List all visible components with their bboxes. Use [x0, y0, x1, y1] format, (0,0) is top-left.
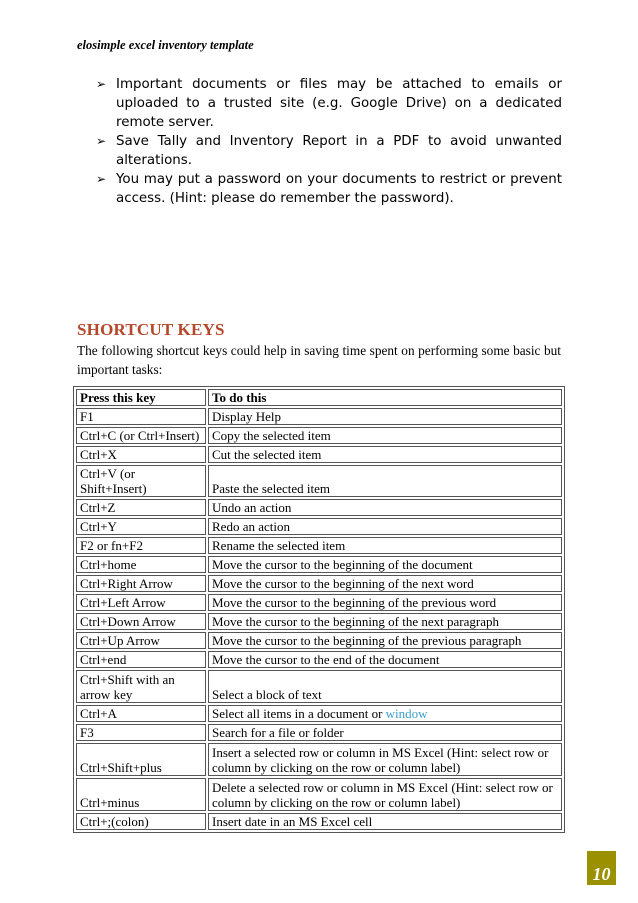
action-cell — [208, 575, 562, 592]
bullet-text: Save Tally and Inventory Report in a PDF to avoid unwanted alterations. — [116, 134, 562, 168]
key-cell: F2 or fn+F2 — [76, 537, 206, 554]
shortcut-keys-table — [73, 386, 565, 833]
key-cell: Ctrl+Y — [76, 518, 206, 535]
action-text: Rename the selected item — [212, 538, 346, 553]
bullet-item — [96, 75, 562, 132]
bullet-text: Important documents or files may be attached to emails or uploaded to a trusted site (e.g. Google Drive) on a dedicated remote server. — [116, 77, 562, 130]
key-cell: Ctrl+Down Arrow — [76, 613, 206, 630]
window-link[interactable]: window — [385, 706, 428, 721]
bullet-item — [96, 132, 562, 170]
key-cell: Ctrl+Left Arrow — [76, 594, 206, 611]
table-header-row — [76, 389, 562, 406]
action-cell — [208, 613, 562, 630]
arrow-bullet-icon: ➢ — [96, 134, 107, 148]
key-cell: Ctrl+end — [76, 651, 206, 668]
table-row — [76, 632, 562, 649]
table-row — [76, 651, 562, 668]
table-row — [76, 427, 562, 444]
action-cell — [208, 556, 562, 573]
action-cell — [208, 651, 562, 668]
key-cell: Ctrl+Shift with an arrow key — [76, 670, 206, 703]
key-cell: Ctrl+A — [76, 705, 206, 722]
action-cell — [208, 813, 562, 830]
action-cell — [208, 499, 562, 516]
header-key: Press this key — [76, 389, 206, 406]
action-text: Move the cursor to the beginning of the next word — [212, 576, 474, 591]
action-cell — [208, 724, 562, 741]
table-row — [76, 518, 562, 535]
key-cell: F3 — [76, 724, 206, 741]
key-cell: Ctrl+V (or Shift+Insert) — [76, 465, 206, 497]
key-cell: Ctrl+Right Arrow — [76, 575, 206, 592]
action-cell — [208, 427, 562, 444]
intro-paragraph — [77, 341, 561, 379]
key-cell: Ctrl+Z — [76, 499, 206, 516]
arrow-bullet-icon: ➢ — [96, 172, 107, 186]
action-cell — [208, 778, 562, 811]
table-row — [76, 724, 562, 741]
action-text: Move the cursor to the end of the document — [212, 652, 440, 667]
action-text: Move the cursor to the beginning of the previous paragraph — [212, 633, 522, 648]
action-cell — [208, 537, 562, 554]
key-cell: Ctrl+Up Arrow — [76, 632, 206, 649]
action-cell — [208, 594, 562, 611]
action-text: Move the cursor to the beginning of the document — [212, 557, 473, 572]
table-row — [76, 537, 562, 554]
table-row — [76, 408, 562, 425]
action-text: Copy the selected item — [212, 428, 331, 443]
action-cell — [208, 446, 562, 463]
key-cell: Ctrl+home — [76, 556, 206, 573]
page-number: 10 — [587, 851, 616, 885]
table-row — [76, 556, 562, 573]
arrow-bullet-icon: ➢ — [96, 77, 107, 91]
table-row — [76, 465, 562, 497]
bullet-item — [96, 170, 562, 208]
intro-line-1: The following shortcut keys could help in saving time spent on performing some basic but — [77, 343, 561, 358]
action-text: Move the cursor to the beginning of the next paragraph — [212, 614, 499, 629]
action-text: Select a block of text — [212, 687, 322, 702]
section-title: SHORTCUT KEYS — [77, 320, 225, 339]
action-text: Select all items in a document or — [212, 706, 383, 721]
table-row — [76, 594, 562, 611]
action-text: Cut the selected item — [212, 447, 322, 462]
table-row — [76, 743, 562, 776]
action-text: Undo an action — [212, 500, 292, 515]
key-cell: Ctrl+;(colon) — [76, 813, 206, 830]
action-cell — [208, 670, 562, 703]
key-cell: Ctrl+Shift+plus — [76, 743, 206, 776]
action-cell — [208, 408, 562, 425]
bullet-text: You may put a password on your documents to restrict or prevent access. (Hint: please do remember the password). — [116, 172, 562, 206]
table-row — [76, 613, 562, 630]
action-text: Insert date in an MS Excel cell — [212, 814, 373, 829]
table-row — [76, 575, 562, 592]
action-text: Display Help — [212, 409, 281, 424]
action-text: Move the cursor to the beginning of the previous word — [212, 595, 497, 610]
table-row — [76, 499, 562, 516]
action-cell — [208, 705, 562, 722]
action-text: Insert a selected row or column in MS Excel (Hint: select row or column by clicking on the row or column label) — [212, 745, 549, 775]
intro-line-2: important tasks: — [77, 362, 163, 377]
action-text: Delete a selected row or column in MS Excel (Hint: select row or column by clicking on the row or column label) — [212, 780, 553, 810]
action-cell — [208, 465, 562, 497]
table-row — [76, 778, 562, 811]
action-text: Paste the selected item — [212, 481, 331, 496]
key-cell: Ctrl+minus — [76, 778, 206, 811]
action-cell — [208, 518, 562, 535]
document-header: elosimple excel inventory template — [77, 38, 254, 52]
key-cell: Ctrl+C (or Ctrl+Insert) — [76, 427, 206, 444]
action-cell — [208, 632, 562, 649]
key-cell: Ctrl+X — [76, 446, 206, 463]
table-row — [76, 705, 562, 722]
action-text: Search for a file or folder — [212, 725, 344, 740]
table-row — [76, 446, 562, 463]
header-action: To do this — [208, 389, 562, 406]
key-cell: F1 — [76, 408, 206, 425]
action-text: Redo an action — [212, 519, 290, 534]
bullet-list — [96, 75, 562, 208]
action-cell — [208, 743, 562, 776]
table-row — [76, 670, 562, 703]
table-row — [76, 813, 562, 830]
